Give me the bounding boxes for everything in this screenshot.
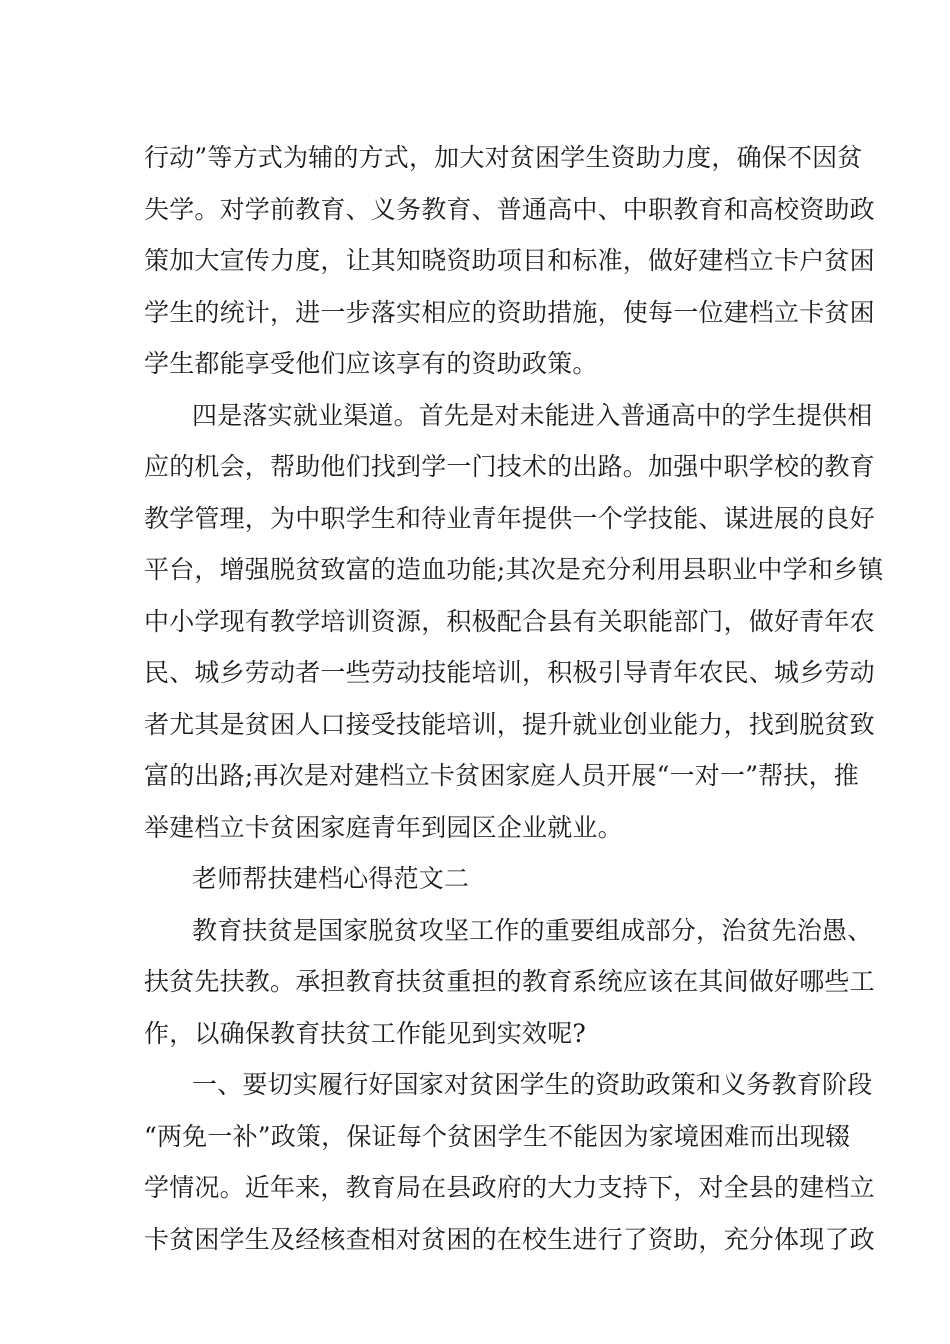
text-line: 作，以确保教育扶贫工作能见到实效呢?	[144, 1018, 587, 1048]
text-line: 教学管理，为中职学生和待业青年提供一个学技能、谋进展的良好	[144, 503, 875, 533]
text-line: 中小学现有教学培训资源，积极配合县有关职能部门，做好青年农	[144, 606, 875, 636]
text-line: 学情况。近年来，教育局在县政府的大力支持下，对全县的建档立	[144, 1173, 875, 1202]
text-line: 应的机会，帮助他们找到学一门技术的出路。加强中职学校的教育	[144, 452, 875, 481]
text-line: 策加大宣传力度，让其知晓资助项目和标准，做好建档立卡户贫困	[144, 246, 875, 275]
text-line: 行动”等方式为辅的方式，加大对贫困学生资助力度，确保不因贫	[144, 143, 863, 172]
body-text	[144, 132, 884, 1265]
text-line: “两免一补”政策，保证每个贫困学生不能因为家境困难而出现辍	[144, 1121, 851, 1151]
text-line: 卡贫困学生及经核查相对贫困的在校生进行了资助，充分体现了政	[144, 1224, 875, 1254]
text-line: 扶贫先扶教。承担教育扶贫重担的教育系统应该在其间做好哪些工	[144, 967, 875, 996]
text-line: 举建档立卡贫困家庭青年到园区企业就业。	[144, 812, 623, 842]
text-line: 失学。对学前教育、义务教育、普通高中、中职教育和高校资助政	[144, 194, 875, 224]
text-line: 学生都能享受他们应该享有的资助政策。	[144, 349, 598, 378]
section-heading: 老师帮扶建档心得范文二	[192, 864, 470, 893]
paragraph-start-line: 教育扶贫是国家脱贫攻坚工作的重要组成部分，治贫先治愚、	[192, 915, 873, 945]
text-line: 民、城乡劳动者一些劳动技能培训，积极引导青年农民、城乡劳动	[144, 658, 875, 687]
paragraph-start-line: 四是落实就业渠道。首先是对未能进入普通高中的学生提供相	[192, 400, 873, 430]
text-line: 富的出路;再次是对建档立卡贫困家庭人员开展“一对一”帮扶，推	[144, 761, 859, 790]
text-line: 者尤其是贫困人口接受技能培训，提升就业创业能力，找到脱贫致	[144, 709, 875, 739]
paragraph-start-line: 一、要切实履行好国家对贫困学生的资助政策和义务教育阶段	[192, 1070, 873, 1099]
text-line: 平台，增强脱贫致富的造血功能;其次是充分利用县职业中学和乡镇	[144, 555, 884, 584]
text-line: 学生的统计，进一步落实相应的资助措施，使每一位建档立卡贫困	[144, 297, 875, 327]
